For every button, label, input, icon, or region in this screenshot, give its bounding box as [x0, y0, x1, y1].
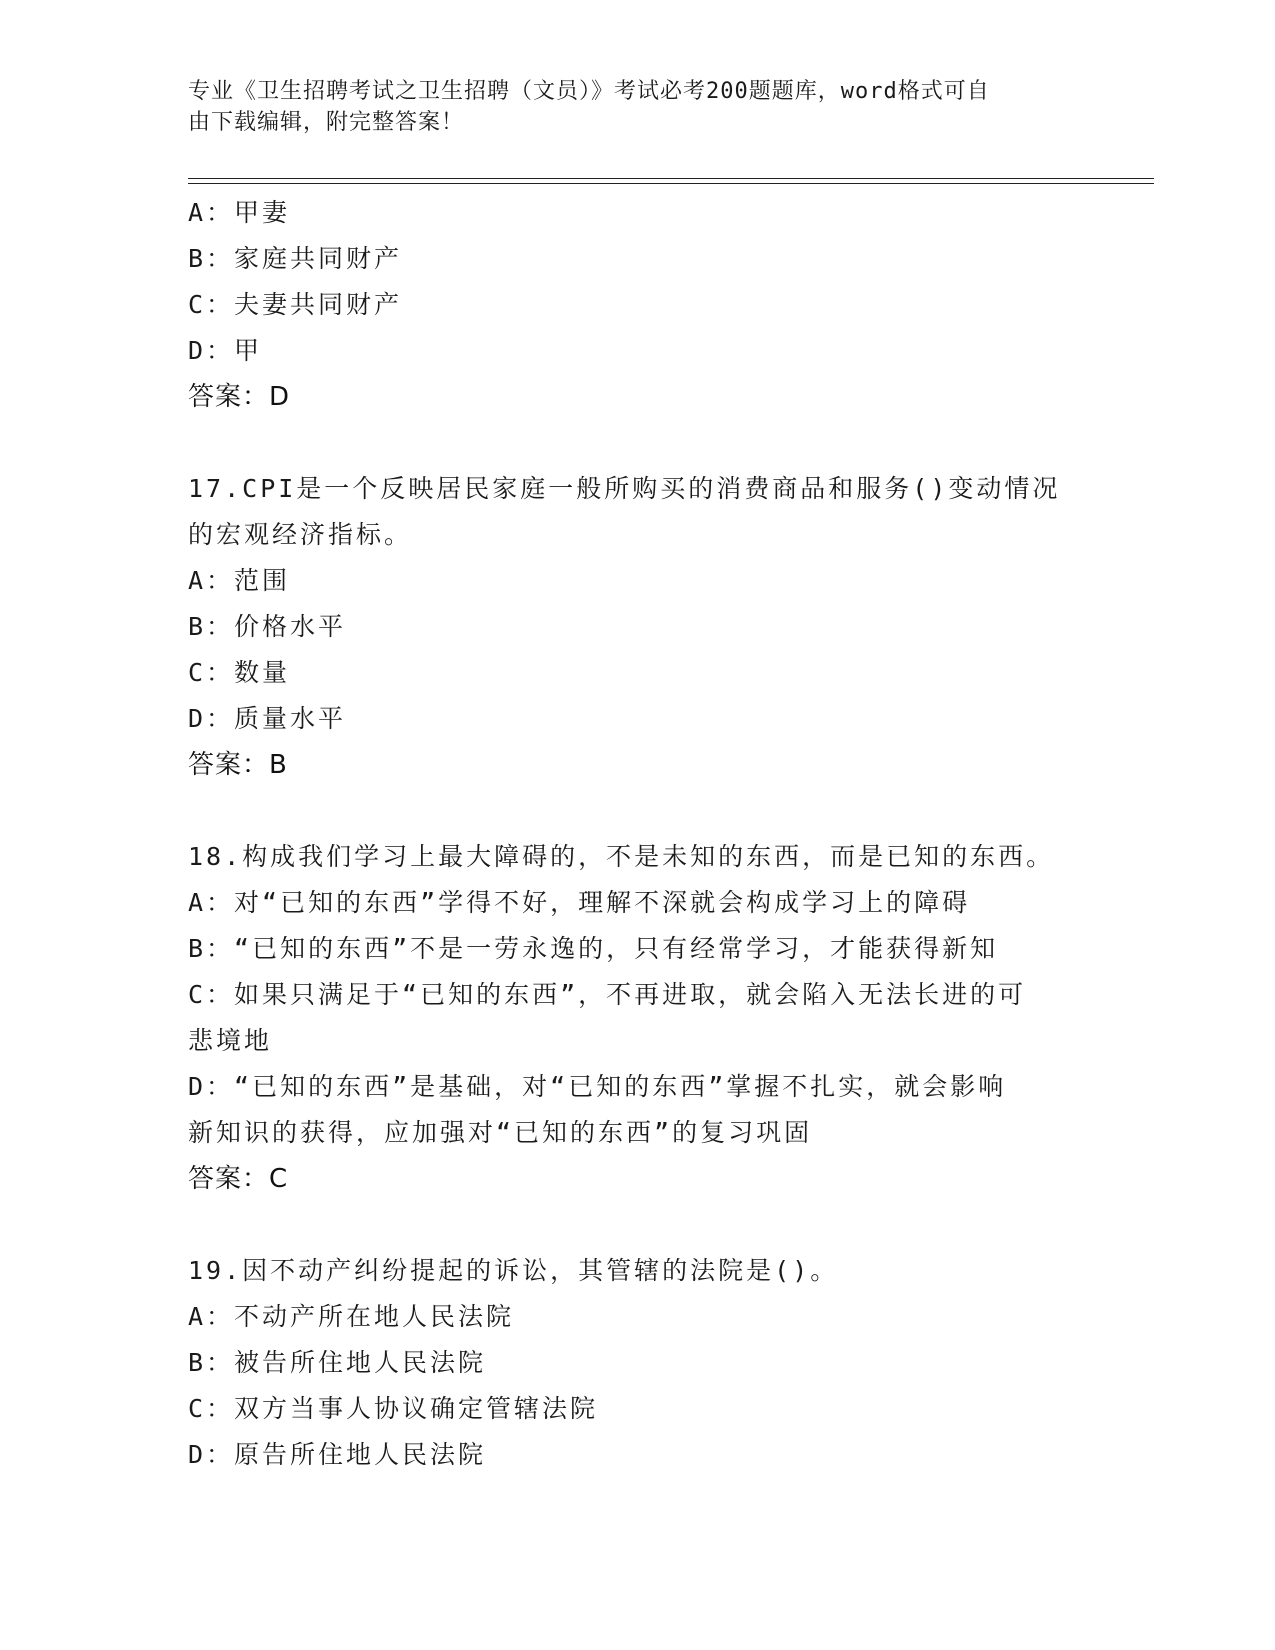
- question-16: [188, 190, 1088, 420]
- document-header: [188, 76, 1068, 138]
- question-18: [188, 834, 1088, 1202]
- question-stem-line-2: 的宏观经济指标。: [188, 520, 413, 549]
- answer: 答案：C: [188, 1164, 289, 1194]
- option-a: A：范围: [188, 566, 291, 595]
- header-divider-bottom: [188, 183, 1154, 184]
- option-d-line-1: D：“已知的东西”是基础，对“已知的东西”掌握不扎实，就会影响: [188, 1072, 1007, 1101]
- option-a: A：甲妻: [188, 198, 291, 227]
- question-stem: 19.因不动产纠纷提起的诉讼，其管辖的法院是()。: [188, 1256, 839, 1285]
- option-c-line-1: C：如果只满足于“已知的东西”，不再进取，就会陷入无法长进的可: [188, 980, 1027, 1009]
- question-19: [188, 1248, 1088, 1478]
- option-b: B：价格水平: [188, 612, 347, 641]
- option-c: C：数量: [188, 658, 291, 687]
- option-a: A：对“已知的东西”学得不好，理解不深就会构成学习上的障碍: [188, 888, 971, 917]
- question-17: [188, 466, 1088, 788]
- header-title-line-2: 由下载编辑，附完整答案！: [188, 110, 465, 135]
- question-stem: 18.构成我们学习上最大障碍的，不是未知的东西，而是已知的东西。: [188, 842, 1055, 871]
- option-d-line-2: 新知识的获得，应加强对“已知的东西”的复习巩固: [188, 1118, 813, 1147]
- spacer: [188, 1202, 1088, 1248]
- option-d: D：质量水平: [188, 704, 347, 733]
- option-d: D：原告所住地人民法院: [188, 1440, 487, 1469]
- answer: 答案：D: [188, 382, 291, 412]
- option-b: B：家庭共同财产: [188, 244, 403, 273]
- option-b: B：被告所住地人民法院: [188, 1348, 487, 1377]
- header-divider-top: [188, 178, 1154, 179]
- answer: 答案：B: [188, 750, 288, 780]
- option-c-line-2: 悲境地: [188, 1026, 273, 1055]
- option-c: C：夫妻共同财产: [188, 290, 403, 319]
- spacer: [188, 420, 1088, 466]
- option-c: C：双方当事人协议确定管辖法院: [188, 1394, 599, 1423]
- option-d: D：甲: [188, 336, 263, 365]
- spacer: [188, 788, 1088, 834]
- question-list: [188, 190, 1088, 1478]
- option-b: B：“已知的东西”不是一劳永逸的，只有经常学习，才能获得新知: [188, 934, 999, 963]
- option-a: A：不动产所在地人民法院: [188, 1302, 515, 1331]
- question-stem-line-1: 17.CPI是一个反映居民家庭一般所购买的消费商品和服务()变动情况: [188, 474, 1061, 503]
- header-title-line-1: 专业《卫生招聘考试之卫生招聘（文员）》考试必考200题题库，word格式可自: [188, 79, 990, 104]
